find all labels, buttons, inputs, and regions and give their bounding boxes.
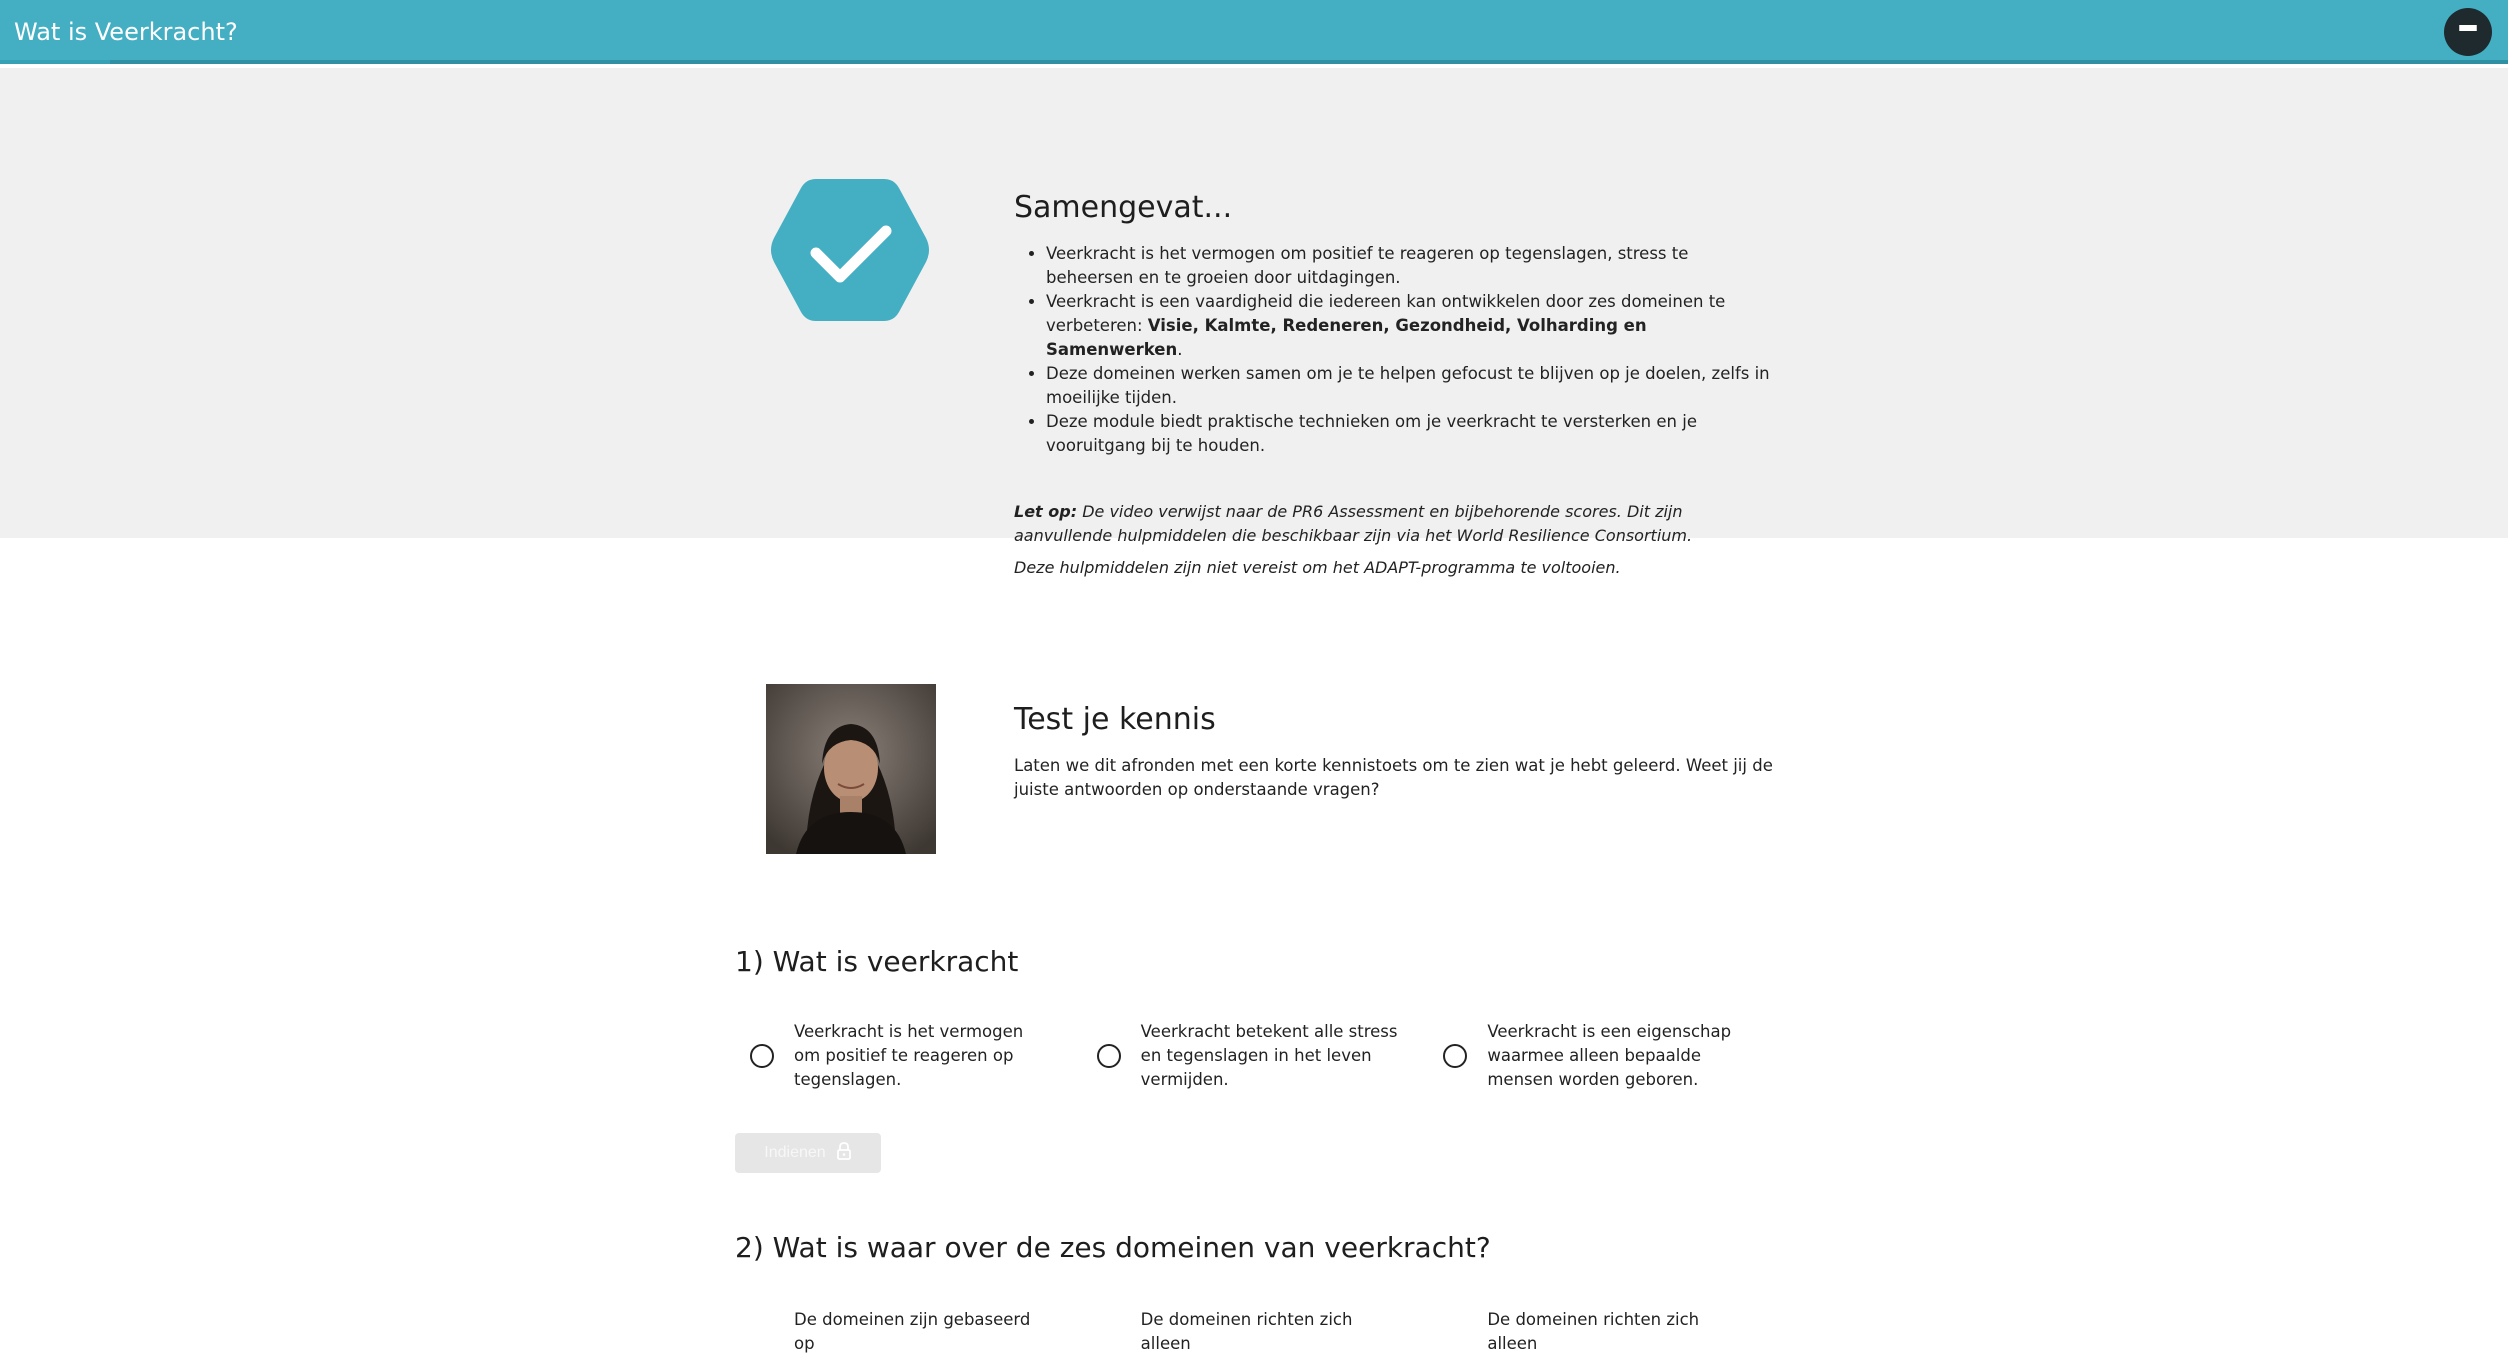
summary-bullet-suffix: . (1177, 340, 1183, 359)
answer-option-label: Veerkracht is een eigenschap waarmee alleen bepaalde mensen worden geboren. (1487, 1022, 1732, 1089)
menu-button[interactable] (2444, 8, 2492, 56)
radio-button[interactable] (1097, 1044, 1121, 1068)
question-1-title: 1) Wat is veerkracht (735, 945, 1019, 978)
presenter-portrait (766, 684, 936, 854)
quiz-title: Test je kennis (1014, 702, 1216, 737)
answer-option[interactable] (1097, 1020, 1444, 1092)
answer-option-label: Veerkracht is het vermogen om positief te reageren op tegenslagen. (794, 1022, 1024, 1089)
question-2-title: 2) Wat is waar over de zes domeinen van veerkracht? (735, 1231, 1491, 1264)
answer-option-label: Veerkracht betekent alle stress en tegenslagen in het leven vermijden. (1140, 1022, 1398, 1089)
summary-title: Samengevat... (1014, 190, 1233, 225)
answer-option-label: De domeinen zijn gebaseerd op (794, 1310, 1031, 1353)
note-label: Let op: (1014, 502, 1078, 521)
domains-list: Visie, Kalmte, Redeneren, Gezondheid, Volharding en Samenwerken (1046, 316, 1647, 359)
progress-fill (0, 60, 110, 64)
summary-bullet-text: Veerkracht is een vaardigheid die iedereen kan ontwikkelen door zes domeinen te verbeteren: (1046, 292, 1726, 335)
lock-icon (836, 1142, 852, 1165)
progress-track (0, 60, 2508, 64)
quiz-intro (1014, 700, 1774, 802)
question-2-options (750, 1308, 1790, 1356)
answer-option-label: De domeinen richten zich alleen (1140, 1310, 1353, 1353)
answer-option[interactable] (750, 1308, 1097, 1356)
submit-button[interactable] (735, 1133, 881, 1173)
top-bar (0, 0, 2508, 64)
video-note (1014, 500, 1774, 548)
summary-bullet: • Deze domeinen werken samen om je te helpen gefocust te blijven op je doelen, zelfs in moeilijke tijden. (1046, 362, 1774, 410)
page-title: Wat is Veerkracht? (14, 18, 238, 46)
summary-bullets (1014, 242, 1774, 458)
answer-option[interactable] (1097, 1308, 1444, 1356)
summary-bullet (1046, 290, 1774, 362)
submit-button-label: Indienen (764, 1144, 826, 1161)
quiz-intro-text: Laten we dit afronden met een korte kennistoets om te zien wat je hebt geleerd. Weet jij de juiste antwoorden op onderstaande vragen? (1014, 756, 1773, 799)
answer-option[interactable] (1443, 1020, 1790, 1092)
answer-option-label: De domeinen richten zich alleen (1487, 1310, 1700, 1353)
note-text: De video verwijst naar de PR6 Assessment en bijbehorende scores. Dit zijn aanvullende hulpmiddelen die beschikbaar zijn via het World Resilience Consortium. (1014, 502, 1693, 545)
hamburger-menu-icon (2459, 25, 2477, 39)
summary-content (1014, 188, 1774, 580)
answer-option[interactable] (1443, 1308, 1790, 1356)
summary-bullet: • Deze module biedt praktische technieken om je veerkracht te versterken en je vooruitgang bij te houden. (1046, 410, 1774, 458)
video-note-secondary: Deze hulpmiddelen zijn niet vereist om het ADAPT-programma te voltooien. (1014, 558, 1621, 577)
avatar (766, 684, 936, 854)
radio-button[interactable] (1443, 1044, 1467, 1068)
answer-option[interactable] (750, 1020, 1097, 1092)
question-1-options (750, 1020, 1790, 1092)
summary-bullet: • Veerkracht is het vermogen om positief te reageren op tegenslagen, stress te beheersen en te groeien door uitdagingen. (1046, 242, 1774, 290)
summary-section (0, 68, 2508, 577)
checkmark-hexagon-icon (768, 175, 932, 325)
radio-button[interactable] (750, 1044, 774, 1068)
